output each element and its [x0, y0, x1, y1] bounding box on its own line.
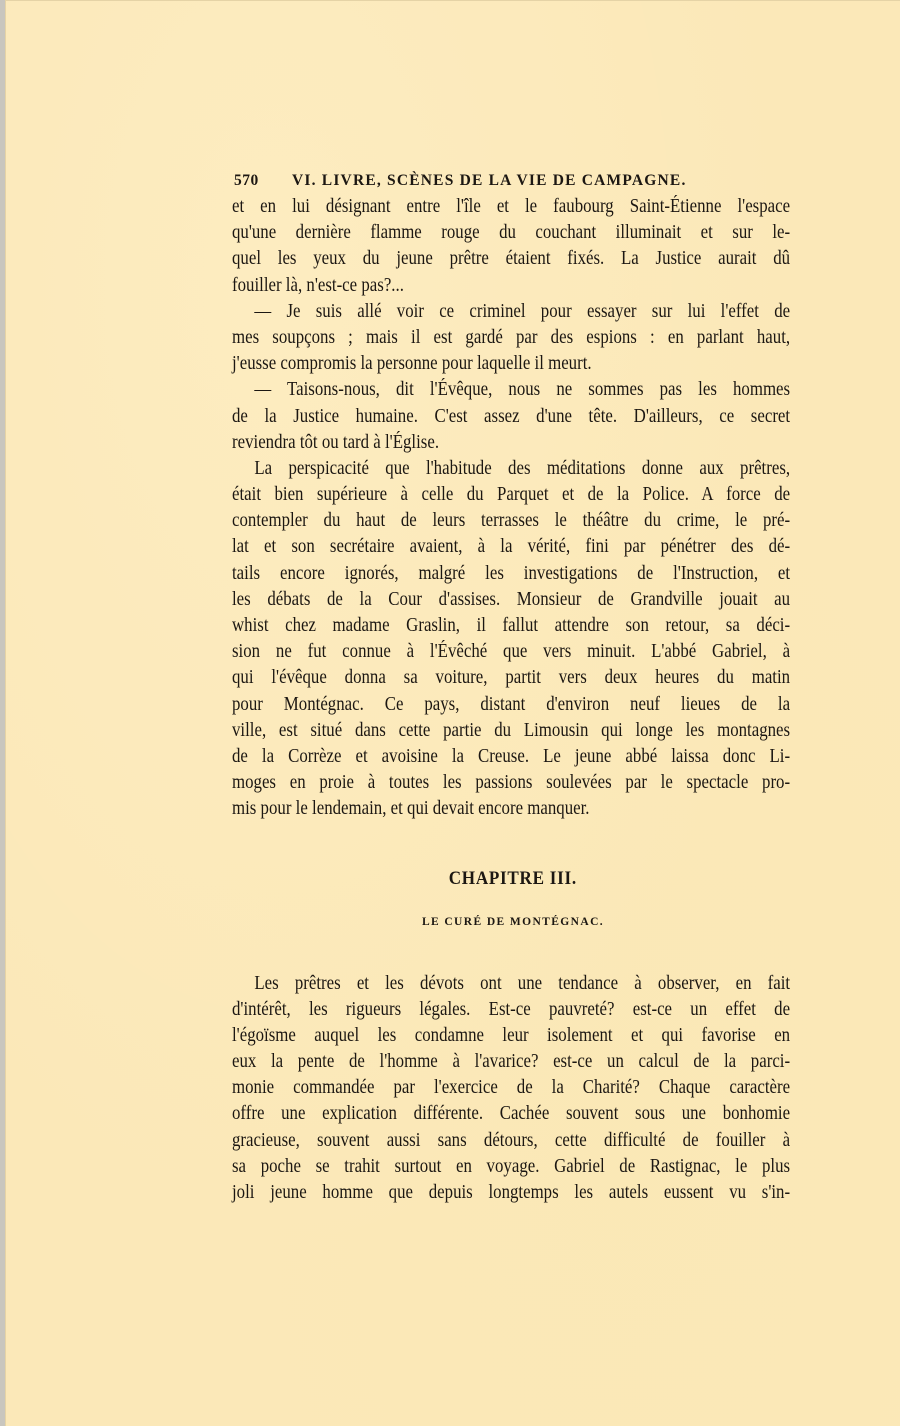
text-line: de la Corrèze et avoisine la Creuse. Le jeune abbé laissa donc Li-	[232, 745, 791, 767]
text-line: et en lui désignant entre l'île et le faubourg Saint-Étienne l'espace	[232, 196, 791, 217]
text-line: mes soupçons ; mais il est gardé par des espions : en parlant haut,	[232, 326, 791, 348]
paragraph	[232, 456, 790, 823]
text-line: pour Montégnac. Ce pays, distant d'environ neuf lieues de la	[232, 693, 791, 715]
text-line: La perspicacité que l'habitude des méditations donne aux prêtres,	[254, 457, 791, 479]
text-line: mis pour le lendemain, et qui devait encore manquer.	[232, 798, 590, 820]
text-line: — Je suis allé voir ce criminel pour essayer sur lui l'effet de	[254, 300, 791, 322]
text-line: quel les yeux du jeune prêtre étaient fixés. La Justice aurait dû	[232, 248, 791, 270]
text-line: eux la pente de l'homme à l'avarice? est-ce un calcul de la parci-	[232, 1051, 791, 1073]
text-line: j'eusse compromis la personne pour laquelle il meurt.	[232, 353, 592, 375]
text-line: sion ne fut connue à l'Évêché que vers minuit. L'abbé Gabriel, à	[232, 641, 791, 663]
text-line: qu'une dernière flamme rouge du couchant illuminait et sur le-	[232, 222, 791, 244]
text-line: qui l'évêque donna sa voiture, partit vers deux heures du matin	[232, 667, 791, 689]
paragraph	[232, 299, 790, 378]
text-line: l'égoïsme auquel les condamne leur isolement et qui favorise en	[232, 1024, 791, 1046]
text-line: whist chez madame Graslin, il fallut attendre son retour, sa déci-	[232, 615, 791, 636]
text-line: les débats de la Cour d'assises. Monsieur de Grandville jouait au	[232, 588, 791, 610]
running-head-title: VI. LIVRE, SCÈNES DE LA VIE DE CAMPAGNE.	[292, 172, 687, 189]
text-line: sa poche se trahit surtout en voyage. Gabriel de Rastignac, le plus	[232, 1155, 791, 1177]
text-line: de la Justice humaine. C'est assez d'une tête. D'ailleurs, ce secret	[232, 405, 791, 427]
paragraph	[232, 971, 790, 1207]
spacer	[232, 931, 790, 971]
page-number: 570	[234, 172, 259, 189]
text-line: reviendra tôt ou tard à l'Église.	[232, 431, 440, 453]
chapter-title: CHAPITRE III.	[448, 867, 577, 889]
text-line: monie commandée par l'exercice de la Charité? Chaque caractère	[232, 1077, 791, 1099]
text-line: d'intérêt, les rigueurs légales. Est-ce pauvreté? est-ce un effet de	[232, 998, 791, 1020]
book-page	[5, 0, 900, 1426]
running-head	[234, 168, 790, 194]
text-line: contempler du haut de leurs terrasses le théâtre du crime, le pré-	[232, 510, 791, 532]
text-line: joli jeune homme que depuis longtemps les autels eussent vu s'in-	[232, 1182, 791, 1203]
text-line: tails encore ignorés, malgré les investigations de l'Instruction, et	[232, 562, 791, 584]
text-line: gracieuse, souvent aussi sans détours, cette difficulté de fouiller à	[232, 1129, 791, 1151]
page-text-block	[232, 168, 790, 1206]
text-line: offre une explication différente. Cachée souvent sous une bonhomie	[232, 1103, 791, 1125]
chapter-subtitle: LE CURÉ DE MONTÉGNAC.	[421, 915, 605, 928]
text-line: fouiller là, n'est-ce pas?...	[232, 274, 404, 296]
text-line: moges en proie à toutes les passions soulevées par le spectacle pro-	[232, 772, 791, 794]
text-line: Les prêtres et les dévots ont une tendance à observer, en fait	[254, 972, 791, 994]
paragraph	[232, 194, 790, 299]
text-line: lat et son secrétaire avaient, à la vérité, fini par pénétrer des dé-	[232, 536, 791, 558]
text-line: — Taisons-nous, dit l'Évêque, nous ne sommes pas les hommes	[254, 379, 791, 401]
paragraph	[232, 377, 790, 456]
text-line: était bien supérieure à celle du Parquet et de la Police. A force de	[232, 484, 791, 506]
text-line: ville, est situé dans cette partie du Limousin qui longe les montagnes	[232, 719, 791, 741]
